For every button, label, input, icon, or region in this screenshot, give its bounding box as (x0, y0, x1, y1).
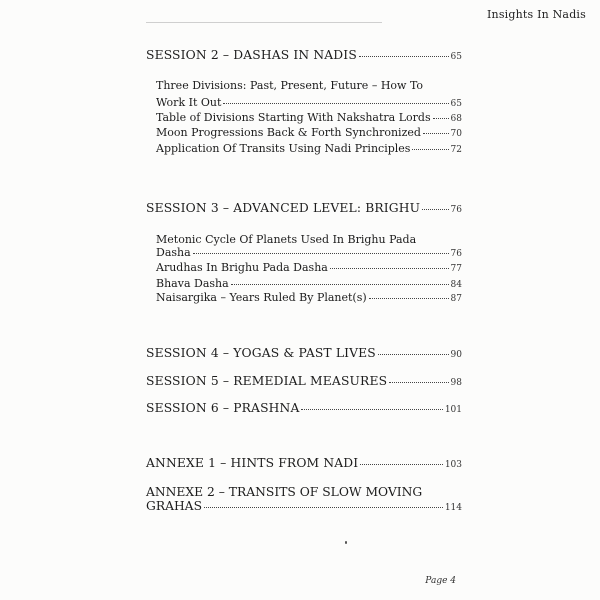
toc-page-number: 65 (450, 99, 462, 109)
toc-entry-title: ANNEXE 1 – HINTS FROM NADI (146, 456, 359, 470)
toc-entry-title: Metonic Cycle Of Planets Used In Brighu Pada (156, 233, 417, 246)
toc-page-number: 98 (450, 378, 462, 388)
toc-page-number: 84 (450, 280, 462, 290)
toc-entry-title: Three Divisions: Past, Present, Future – How To (156, 79, 424, 92)
toc-entry-title: Table of Divisions Starting With Nakshatra Lords (156, 111, 431, 124)
running-head: Insights In Nadis (487, 8, 586, 21)
toc-page-number: 101 (444, 405, 462, 415)
toc-entry-session-5 (146, 374, 462, 388)
toc-entry-moon-progressions (156, 126, 462, 139)
leader-dots (422, 209, 448, 210)
toc-entry-session-3 (146, 201, 462, 215)
toc-entry-title: Arudhas In Brighu Pada Dasha (156, 261, 328, 274)
toc-entry-annexe-2-line2 (146, 499, 462, 513)
leader-dots (389, 382, 448, 383)
toc-entry-metonic-cycle-line1 (156, 233, 416, 246)
toc-entry-title: ANNEXE 2 – TRANSITS OF SLOW MOVING (146, 485, 423, 499)
toc-entry-title: SESSION 2 – DASHAS IN NADIS (146, 48, 357, 62)
leader-dots (330, 268, 449, 269)
toc-page-number: 90 (450, 350, 462, 360)
toc-entry-title: Naisargika – Years Ruled By Planet(s) (156, 291, 367, 304)
toc-entry-table-of-divisions (156, 111, 462, 124)
leader-dots (301, 409, 442, 410)
toc-page-number: 87 (450, 294, 462, 304)
leader-dots (369, 298, 449, 299)
toc-entry-title: GRAHAS (146, 499, 202, 513)
toc-page-number: 114 (444, 503, 462, 513)
toc-entry-title: Moon Progressions Back & Forth Synchronized (156, 126, 421, 139)
toc-entry-title: SESSION 3 – ADVANCED LEVEL: BRIGHU (146, 201, 421, 215)
toc-page-number: 77 (450, 264, 462, 274)
leader-dots (193, 253, 449, 254)
toc-page-number: 103 (444, 460, 462, 470)
toc-entry-title: Dasha (156, 246, 191, 259)
ink-speck (345, 541, 347, 544)
toc-entry-title: Application Of Transits Using Nadi Principles (156, 142, 411, 155)
toc-entry-three-divisions-line1 (156, 79, 423, 92)
toc-entry-title: Bhava Dasha (156, 277, 229, 290)
leader-dots (412, 149, 448, 150)
page-footer-number: Page 4 (425, 576, 456, 586)
toc-entry-annexe-1 (146, 456, 462, 470)
toc-entry-bhava-dasha (156, 277, 462, 290)
toc-entry-title: SESSION 4 – YOGAS & PAST LIVES (146, 346, 376, 360)
toc-entry-naisargika (156, 291, 462, 304)
toc-entry-arudhas (156, 261, 462, 274)
leader-dots (378, 354, 449, 355)
toc-entry-session-4 (146, 346, 462, 360)
leader-dots (360, 464, 443, 465)
toc-entry-title: SESSION 5 – REMEDIAL MEASURES (146, 374, 388, 388)
leader-dots (231, 284, 449, 285)
toc-entry-metonic-cycle-line2 (156, 246, 462, 259)
leader-dots (359, 56, 449, 57)
leader-dots (204, 507, 443, 508)
leader-dots (433, 118, 449, 119)
toc-entry-title: Work It Out (156, 96, 222, 109)
toc-page-number: 76 (450, 205, 462, 215)
toc-entry-three-divisions-line2 (156, 96, 462, 109)
leader-dots (423, 133, 449, 134)
header-rule (146, 22, 382, 23)
toc-page-number: 76 (450, 249, 462, 259)
toc-entry-title: SESSION 6 – PRASHNA (146, 401, 300, 415)
toc-entry-session-2 (146, 48, 462, 62)
toc-page-number: 70 (450, 129, 462, 139)
toc-entry-session-6 (146, 401, 462, 415)
toc-entry-annexe-2-line1 (146, 485, 422, 499)
toc-page-number: 72 (450, 145, 462, 155)
leader-dots (223, 103, 448, 104)
toc-page-number: 68 (450, 114, 462, 124)
toc-page-number: 65 (450, 52, 462, 62)
toc-entry-application-of-transits (156, 142, 462, 155)
